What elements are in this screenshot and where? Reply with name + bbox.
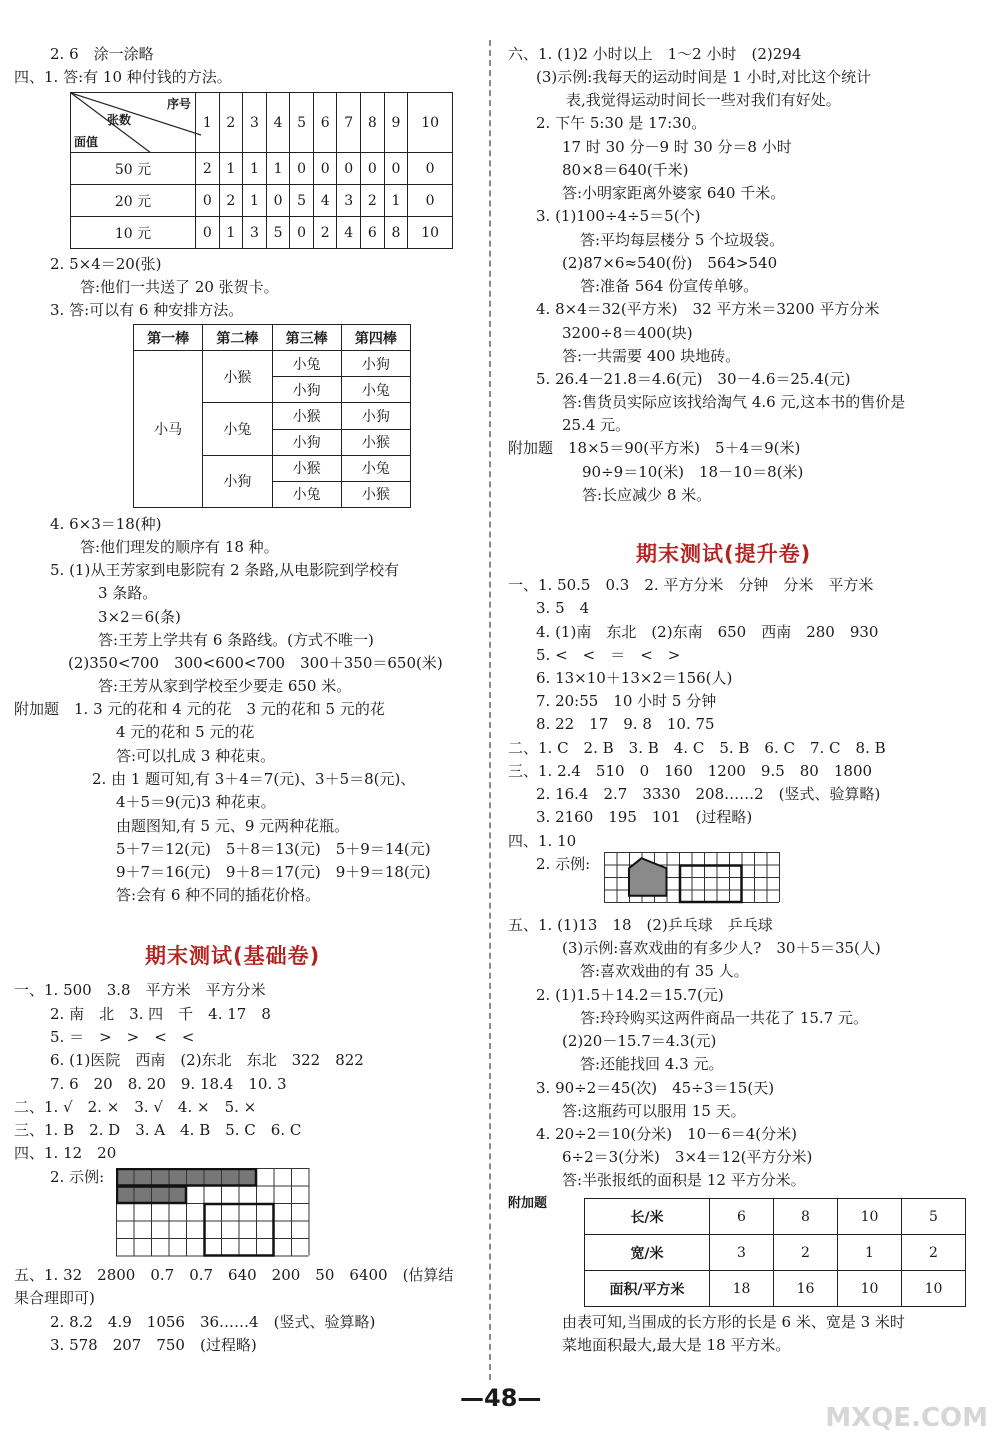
answer-line: 四、1. 答:有 10 种付钱的方法。 xyxy=(14,68,232,86)
col-header: 第三棒 xyxy=(272,325,341,351)
answer-line: 3200÷8＝400(块) xyxy=(562,324,693,342)
table-cell: 小兔 xyxy=(341,377,410,403)
row-label: 宽/米 xyxy=(585,1235,710,1271)
col-header: 第二棒 xyxy=(203,325,272,351)
answer-line: (3)示例:我每天的运动时间是 1 小时,对比这个统计 xyxy=(536,68,872,86)
area-table xyxy=(584,1198,966,1307)
table-cell: 18 xyxy=(710,1271,774,1307)
table-cell: 2 xyxy=(774,1235,838,1271)
answer-line: 一、1. 500 3.8 平方米 平方分米 xyxy=(14,981,266,999)
grid-diagram-example xyxy=(116,1168,321,1260)
answer-line: 8. 22 17 9. 8 10. 75 xyxy=(536,715,715,733)
table-cell: 2 xyxy=(313,217,337,249)
table-cell: 小狗 xyxy=(341,351,410,377)
table-cell: 1 xyxy=(243,185,267,217)
answer-line: 四、1. 12 20 xyxy=(14,1144,117,1162)
answer-line: 附加题 18×5＝90(平方米) 5＋4＝9(米) xyxy=(508,439,801,457)
col-header: 3 xyxy=(243,93,267,153)
col-header: 2 xyxy=(219,93,243,153)
table-cell: 2 xyxy=(902,1235,966,1271)
answer-line: (2)87×6≈540(份) 564>540 xyxy=(562,254,778,272)
answer-line: 6. 13×10＋13×2＝156(人) xyxy=(536,669,733,687)
answer-line: 2. 示例: xyxy=(50,1168,105,1186)
table-cell: 10 xyxy=(408,217,453,249)
table-cell: 8 xyxy=(384,217,408,249)
answer-line: 7. 20:55 10 小时 5 分钟 xyxy=(536,692,717,710)
answer-line: 3 条路。 xyxy=(98,584,158,602)
answer-line: 4. 8×4＝32(平方米) 32 平方米＝3200 平方分米 xyxy=(536,300,880,318)
table-cell: 0 xyxy=(361,153,385,185)
table-cell: 1 xyxy=(219,217,243,249)
answer-line: 答:他们理发的顺序有 18 种。 xyxy=(80,538,279,556)
answer-line: 3. 2160 195 101 (过程略) xyxy=(536,808,753,826)
answer-line: 答:会有 6 种不同的插花价格。 xyxy=(116,886,321,904)
col-header: 8 xyxy=(361,93,385,153)
answer-line: (2)350<700 300<600<700 300＋350＝650(米) xyxy=(68,654,443,672)
answer-line: 答:王芳从家到学校至少要走 650 米。 xyxy=(98,677,352,695)
answer-line: 四、1. 10 xyxy=(508,832,577,850)
answer-line: 4. 6×3＝18(种) xyxy=(50,515,162,533)
answer-line: 六、1. (1)2 小时以上 1～2 小时 (2)294 xyxy=(508,45,802,63)
table-cell: 小狗 xyxy=(272,429,341,455)
table-cell: 0 xyxy=(408,185,453,217)
table-cell: 0 xyxy=(266,185,290,217)
col-header: 1 xyxy=(196,93,220,153)
table-cell: 小马 xyxy=(134,351,203,508)
answer-line: 2. 由 1 题可知,有 3＋4＝7(元)、3＋5＝8(元)、 xyxy=(92,770,416,788)
answer-line: 9＋7＝16(元) 9＋8＝17(元) 9＋9＝18(元) xyxy=(116,863,431,881)
answer-line: 2. 8.2 4.9 1056 36……4 (竖式、验算略) xyxy=(50,1313,376,1331)
section-title: 期末测试(基础卷) xyxy=(145,944,321,968)
answer-line: 3. 90÷2＝45(次) 45÷3＝15(天) xyxy=(536,1079,775,1097)
answer-line: 7. 6 20 8. 20 9. 18.4 10. 3 xyxy=(50,1075,287,1093)
answer-line: 五、1. 32 2800 0.7 0.7 640 200 50 6400 (估算结 xyxy=(14,1266,454,1284)
table-cell: 1 xyxy=(266,153,290,185)
answer-line: 5. < < ＝ < > xyxy=(536,646,681,664)
table-cell: 0 xyxy=(290,217,314,249)
row-label: 10 元 xyxy=(71,217,196,249)
table-cell: 小狗 xyxy=(272,377,341,403)
answer-line: 5. (1)从王芳家到电影院有 2 条路,从电影院到学校有 xyxy=(50,561,400,579)
answer-line: 菜地面积最大,最大是 18 平方米。 xyxy=(562,1336,791,1354)
table-cell: 16 xyxy=(774,1271,838,1307)
answer-line: 4. (1)南 东北 (2)东南 650 西南 280 930 xyxy=(536,623,879,641)
answer-line: 答:王芳上学共有 6 条路线。(方式不唯一) xyxy=(98,631,374,649)
table-cell: 4 xyxy=(313,185,337,217)
table-cell: 1 xyxy=(838,1235,902,1271)
grid-diagram-example xyxy=(604,852,784,910)
table-cell: 0 xyxy=(196,217,220,249)
table-cell: 小猴 xyxy=(272,455,341,481)
header-serial-label: 序号 xyxy=(166,97,191,111)
answer-line: 4 元的花和 5 元的花 xyxy=(116,723,255,741)
answer-line: 2. 6 涂一涂略 xyxy=(50,45,154,63)
table-cell: 6 xyxy=(710,1199,774,1235)
table-cell: 0 xyxy=(337,153,361,185)
row-label: 20 元 xyxy=(71,185,196,217)
header-value-label: 面值 xyxy=(74,135,99,149)
col-header: 第一棒 xyxy=(134,325,203,351)
answer-line: 25.4 元。 xyxy=(562,416,631,434)
table-cell: 0 xyxy=(196,185,220,217)
table-cell: 10 xyxy=(902,1271,966,1307)
answer-line: 答:准备 564 份宣传单够。 xyxy=(580,277,759,295)
answer-line: 3. 答:可以有 6 种安排方法。 xyxy=(50,301,244,319)
answer-line: 答:玲玲购买这两件商品一共花了 15.7 元。 xyxy=(580,1009,868,1027)
table-cell: 小兔 xyxy=(272,351,341,377)
answer-line: (2)20－15.7＝4.3(元) xyxy=(562,1032,717,1050)
answer-line: 2. 示例: xyxy=(536,855,591,873)
table-cell: 小猴 xyxy=(272,403,341,429)
answer-line: 3. 578 207 750 (过程略) xyxy=(50,1336,257,1354)
answer-line: 附加题 1. 3 元的花和 4 元的花 3 元的花和 5 元的花 xyxy=(14,700,385,718)
answer-line: 一、1. 50.5 0.3 2. 平方分米 分钟 分米 平方米 xyxy=(508,576,874,594)
row-label: 50 元 xyxy=(71,153,196,185)
answer-line: 表,我觉得运动时间长一些对我们有好处。 xyxy=(566,91,841,109)
table-cell: 小猴 xyxy=(341,481,410,507)
table-cell: 2 xyxy=(196,153,220,185)
table-cell: 1 xyxy=(243,153,267,185)
table-cell: 小狗 xyxy=(341,403,410,429)
answer-line: 二、1. C 2. B 3. B 4. C 5. B 6. C 7. C 8. B xyxy=(508,739,886,757)
column-divider xyxy=(489,40,491,1380)
answer-line: 答:平均每层楼分 5 个垃圾袋。 xyxy=(580,231,785,249)
answer-line: 90÷9＝10(米) 18－10＝8(米) xyxy=(582,463,804,481)
answer-line: 3. (1)100÷4÷5＝5(个) xyxy=(536,207,701,225)
answer-line: 答:一共需要 400 块地砖。 xyxy=(562,347,741,365)
page-number: —48— xyxy=(460,1384,542,1412)
col-header: 10 xyxy=(408,93,453,153)
bonus-label: 附加题 xyxy=(508,1196,548,1211)
answer-line: 答:小明家距离外婆家 640 千米。 xyxy=(562,184,786,202)
answer-line: 三、1. B 2. D 3. A 4. B 5. C 6. C xyxy=(14,1121,302,1139)
relay-order-table xyxy=(133,324,411,508)
answer-line: 答:长应减少 8 米。 xyxy=(582,486,712,504)
answer-line: 5＋7＝12(元) 5＋8＝13(元) 5＋9＝14(元) xyxy=(116,840,431,858)
table-cell: 3 xyxy=(337,185,361,217)
answer-line: 2. 5×4＝20(张) xyxy=(50,255,162,273)
answer-line: 80×8＝640(千米) xyxy=(562,161,689,179)
col-header: 7 xyxy=(337,93,361,153)
table-cell: 0 xyxy=(313,153,337,185)
table-cell: 小猴 xyxy=(203,351,272,403)
answer-line: 答:这瓶药可以服用 15 天。 xyxy=(562,1102,746,1120)
table-cell: 10 xyxy=(838,1271,902,1307)
table-cell: 2 xyxy=(219,185,243,217)
table-cell: 3 xyxy=(710,1235,774,1271)
col-header: 4 xyxy=(266,93,290,153)
col-header: 6 xyxy=(313,93,337,153)
answer-line: 答:喜欢戏曲的有 35 人。 xyxy=(580,962,749,980)
answer-line: 果合理即可) xyxy=(14,1289,95,1307)
answer-line: 三、1. 2.4 510 0 160 1200 9.5 80 1800 xyxy=(508,762,873,780)
answer-line: 2. 16.4 2.7 3330 208……2 (竖式、验算略) xyxy=(536,785,881,803)
outlined-shape xyxy=(680,866,742,903)
header-count-label: 张数 xyxy=(107,113,132,127)
answer-line: (3)示例:喜欢戏曲的有多少人? 30＋5＝35(人) xyxy=(562,939,881,957)
answer-line: 答:售货员实际应该找给淘气 4.6 元,这本书的售价是 xyxy=(562,393,906,411)
answer-line: 4＋5＝9(元)3 种花束。 xyxy=(116,793,276,811)
house-shape xyxy=(629,858,667,896)
answer-line: 由题图知,有 5 元、9 元两种花瓶。 xyxy=(116,817,350,835)
answer-line: 答:他们一共送了 20 张贺卡。 xyxy=(80,278,279,296)
watermark-text: MXQE.COM xyxy=(825,1403,988,1433)
answer-line: 由表可知,当围成的长方形的长是 6 米、宽是 3 米时 xyxy=(562,1313,905,1331)
answer-line: 4. 20÷2＝10(分米) 10－6＝4(分米) xyxy=(536,1125,797,1143)
row-label: 面积/平方米 xyxy=(585,1271,710,1307)
table-cell: 1 xyxy=(219,153,243,185)
col-header: 5 xyxy=(290,93,314,153)
table-corner-header xyxy=(71,93,196,153)
table-cell: 0 xyxy=(384,153,408,185)
answer-line: 五、1. (1)13 18 (2)乒乓球 乒乓球 xyxy=(508,916,773,934)
table-cell: 1 xyxy=(384,185,408,217)
col-header: 9 xyxy=(384,93,408,153)
answer-line: 5. 26.4－21.8＝4.6(元) 30－4.6＝25.4(元) xyxy=(536,370,851,388)
table-cell: 3 xyxy=(243,217,267,249)
table-cell: 10 xyxy=(838,1199,902,1235)
answer-line: 2. 南 北 3. 四 千 4. 17 8 xyxy=(50,1005,271,1023)
answer-line: 答:还能找回 4.3 元。 xyxy=(580,1055,724,1073)
table-cell: 2 xyxy=(361,185,385,217)
row-label: 长/米 xyxy=(585,1199,710,1235)
section-title: 期末测试(提升卷) xyxy=(636,542,812,566)
answer-line: 17 时 30 分－9 时 30 分＝8 小时 xyxy=(562,138,792,156)
answer-line: 6÷2＝3(分米) 3×4＝12(平方分米) xyxy=(562,1148,813,1166)
table-cell: 4 xyxy=(337,217,361,249)
watermark-logo xyxy=(825,1403,988,1433)
answer-line: 6. (1)医院 西南 (2)东北 东北 322 822 xyxy=(50,1051,364,1069)
table-cell: 5 xyxy=(902,1199,966,1235)
answer-line: 答:可以扎成 3 种花束。 xyxy=(116,747,276,765)
table-cell: 0 xyxy=(290,153,314,185)
answer-line: 3×2＝6(条) xyxy=(98,608,181,626)
answer-line: 答:半张报纸的面积是 12 平方分米。 xyxy=(562,1171,806,1189)
answer-line: 3. 5 4 xyxy=(536,599,590,617)
answer-line: 2. (1)1.5＋14.2＝15.7(元) xyxy=(536,986,724,1004)
payment-methods-table xyxy=(70,92,453,249)
table-cell: 0 xyxy=(408,153,453,185)
table-cell: 小兔 xyxy=(341,455,410,481)
table-cell: 8 xyxy=(774,1199,838,1235)
table-cell: 小猴 xyxy=(341,429,410,455)
left-column xyxy=(0,0,490,1441)
answer-line: 5. ＝ > > < < xyxy=(50,1028,195,1046)
col-header: 第四棒 xyxy=(341,325,410,351)
table-cell: 小兔 xyxy=(272,481,341,507)
table-cell: 小兔 xyxy=(203,403,272,455)
answer-line: 二、1. √ 2. × 3. √ 4. × 5. × xyxy=(14,1098,257,1116)
table-cell: 5 xyxy=(266,217,290,249)
table-cell: 小狗 xyxy=(203,455,272,507)
table-cell: 5 xyxy=(290,185,314,217)
answer-line: 2. 下午 5:30 是 17:30。 xyxy=(536,114,707,132)
right-column xyxy=(500,0,1000,1441)
table-cell: 6 xyxy=(361,217,385,249)
